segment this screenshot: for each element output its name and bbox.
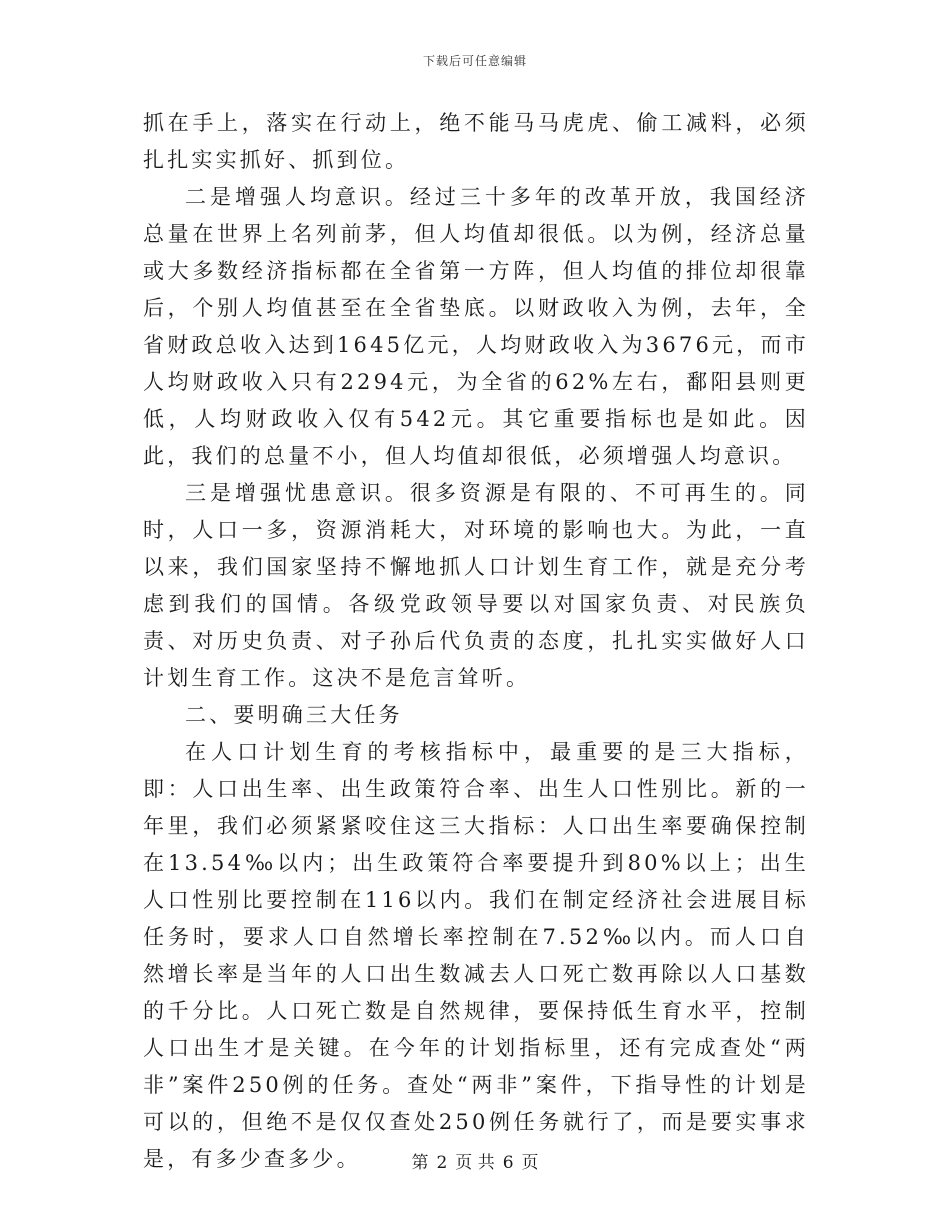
- page-number-current: 2: [436, 1153, 448, 1173]
- page-footer-middle: 页 共: [455, 1153, 495, 1173]
- page-number-total: 6: [502, 1153, 514, 1173]
- page-footer-suffix: 页: [521, 1153, 539, 1173]
- document-body: [143, 105, 809, 1178]
- paragraph-3: 三是增强忧患意识。很多资源是有限的、不可再生的。同时，人口一多，资源消耗大，对环境的影响也大。为此，一直以来，我们国家坚持不懈地抓人口计划生育工作，就是充分考虑到我们的国情。各级党政领导要以对国家负责、对民族负责、对历史负责、对子孙后代负责的态度，扎扎实实做好人口计划生育工作。这决不是危言耸听。: [143, 481, 809, 690]
- page-footer-prefix: 第: [411, 1153, 429, 1173]
- paragraph-2: 二是增强人均意识。经过三十多年的改革开放，我国经济总量在世界上名列前茅，但人均值却很低。以为例，经济总量或大多数经济指标都在全省第一方阵，但人均值的排位却很靠后，个别人均值甚至在全省垫底。以财政收入为例，去年，全省财政总收入达到1645亿元，人均财政收入为3676元，而市人均财政收入只有2294元，为全省的62%左右，鄱阳县则更低，人均财政收入仅有542元。其它重要指标也是如此。因此，我们的总量不小，但人均值却很低，必须增强人均意识。: [143, 185, 809, 468]
- paragraph-4: 在人口计划生育的考核指标中，最重要的是三大指标，即：人口出生率、出生政策符合率、出生人口性别比。新的一年里，我们必须紧紧咬住这三大指标：人口出生率要确保控制在13.54‰以内；出生政策符合率要提升到80%以上；出生人口性别比要控制在116以内。我们在制定经济社会进展目标任务时，要求人口自然增长率控制在7.52‰以内。而人口自然增长率是当年的人口出生数减去人口死亡数再除以人口基数的千分比。人口死亡数是自然规律，要保持低生育水平，控制人口出生才是关键。在今年的计划指标里，还有完成查处“两非”案件250例的任务。查处“两非”案件，下指导性的计划是可以的，但绝不是仅仅查处250例任务就行了，而是要实事求是，有多少查多少。: [143, 740, 809, 1171]
- page-footer: [0, 1148, 950, 1173]
- paragraph-1: 抓在手上，落实在行动上，绝不能马马虎虎、偷工减料，必须扎扎实实抓好、抓到位。: [143, 111, 809, 172]
- section-heading: 二、要明确三大任务: [185, 703, 403, 727]
- page-header: 下载后可任意编辑: [422, 54, 527, 68]
